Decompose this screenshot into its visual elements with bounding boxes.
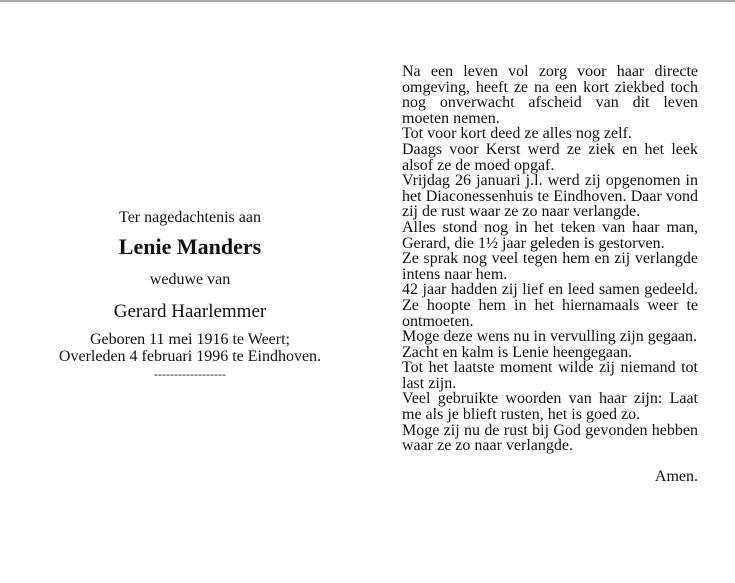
birth-date: Geboren 11 mei 1916 te Weert; (90, 331, 290, 348)
paragraph: Daags voor Kerst werd ze ziek en het leek alsof ze de moed opgaf. (402, 140, 698, 174)
memorial-text (402, 64, 698, 484)
widow-of-label: weduwe van (149, 271, 231, 288)
paragraph: Zacht en kalm is Lenie heengegaan. (402, 343, 633, 361)
paragraph: Moge deze wens nu in vervulling zijn gegaan. (402, 328, 698, 346)
paragraph: Ze sprak nog veel tegen hem en zij verlangde intens naar hem. (402, 250, 698, 283)
paragraph: 42 jaar hadden zij lief en leed samen gedeeld. Ze hoopte hem in het hiernamaals weer te ontmoeten. (402, 281, 698, 330)
paragraph: Vrijdag 26 januari j.l. werd zij opgenomen in het Diaconessenhuis te Eindhoven. Daar vond zij de rust waar ze zo naar verlangde. (402, 172, 698, 221)
closing-amen: Amen. (654, 467, 698, 485)
memorial-intro: Ter nagedachtenis aan (119, 209, 261, 226)
memorial-header (20, 208, 360, 381)
separator-line: ------------------ (154, 367, 226, 381)
paragraph: Moge zij nu de rust bij God gevonden hebben waar ze zo naar verlangde. (402, 421, 698, 455)
paragraph: Veel gebruikte woorden van haar zijn: Laat me als je blieft rusten, het is goed zo. (402, 390, 698, 424)
paragraph: Tot het laatste moment wilde zij niemand tot last zijn. (402, 359, 698, 392)
paragraph: Alles stond nog in het teken van haar man, Gerard, die 1½ jaar geleden is gestorven. (402, 218, 698, 252)
paragraph: Tot voor kort deed ze alles nog zelf. (402, 125, 632, 143)
top-border (0, 0, 735, 2)
spouse-name: Gerard Haarlemmer (113, 301, 267, 322)
deceased-name: Lenie Manders (118, 234, 262, 259)
death-date: Overleden 4 februari 1996 te Eindhoven. (58, 348, 322, 365)
paragraph: Na een leven vol zorg voor haar directe omgeving, heeft ze na een kort ziekbed toch nog onverwacht afscheid van dit leven moeten nemen. (402, 63, 698, 127)
